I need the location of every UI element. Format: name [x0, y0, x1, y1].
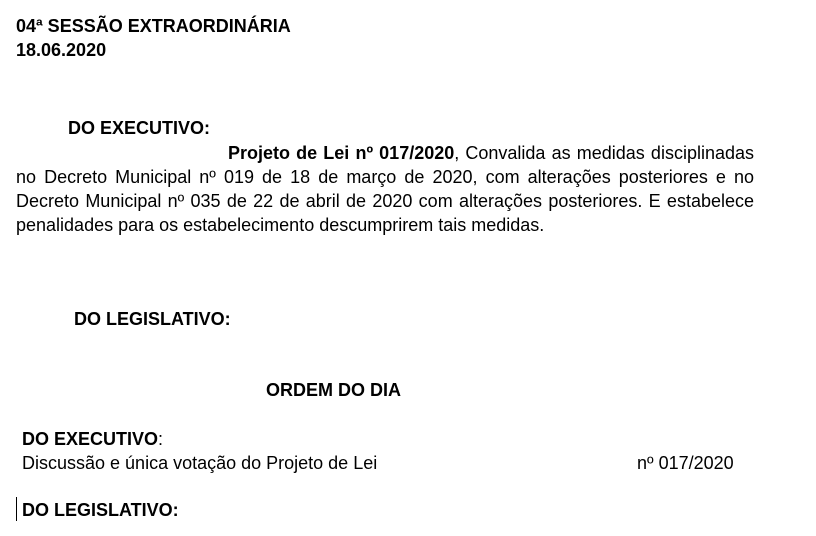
order-item-number: nº 017/2020 — [637, 453, 734, 473]
order-of-day-title: ORDEM DO DIA — [266, 380, 401, 400]
text-cursor — [16, 497, 17, 521]
executive-bill-paragraph — [16, 141, 754, 237]
bill-description: , Convalida as medidas disciplinadas no Decreto Municipal nº 019 de 18 de março de 2020, com alterações posteriores e no Decreto Municipal nº 035 de 22 de abril de 2020 com alterações posteriores. E estabelece penalidades para os estabelecimento descumprirem tais medidas. — [16, 143, 754, 235]
order-executive-heading — [22, 428, 163, 450]
legislative-heading: DO LEGISLATIVO: — [74, 309, 231, 329]
executive-heading: DO EXECUTIVO: — [68, 118, 211, 138]
order-executive-label: DO EXECUTIVO — [22, 429, 159, 449]
order-executive-colon: : — [158, 429, 164, 449]
session-date: 18.06.2020 — [16, 40, 107, 60]
session-title: 04ª SESSÃO EXTRAORDINÁRIA — [16, 16, 291, 36]
order-legislative-heading: DO LEGISLATIVO: — [22, 500, 179, 520]
bill-reference: Projeto de Lei nº 017/2020 — [228, 143, 455, 163]
order-item-text: Discussão e única votação do Projeto de Lei — [22, 453, 378, 473]
